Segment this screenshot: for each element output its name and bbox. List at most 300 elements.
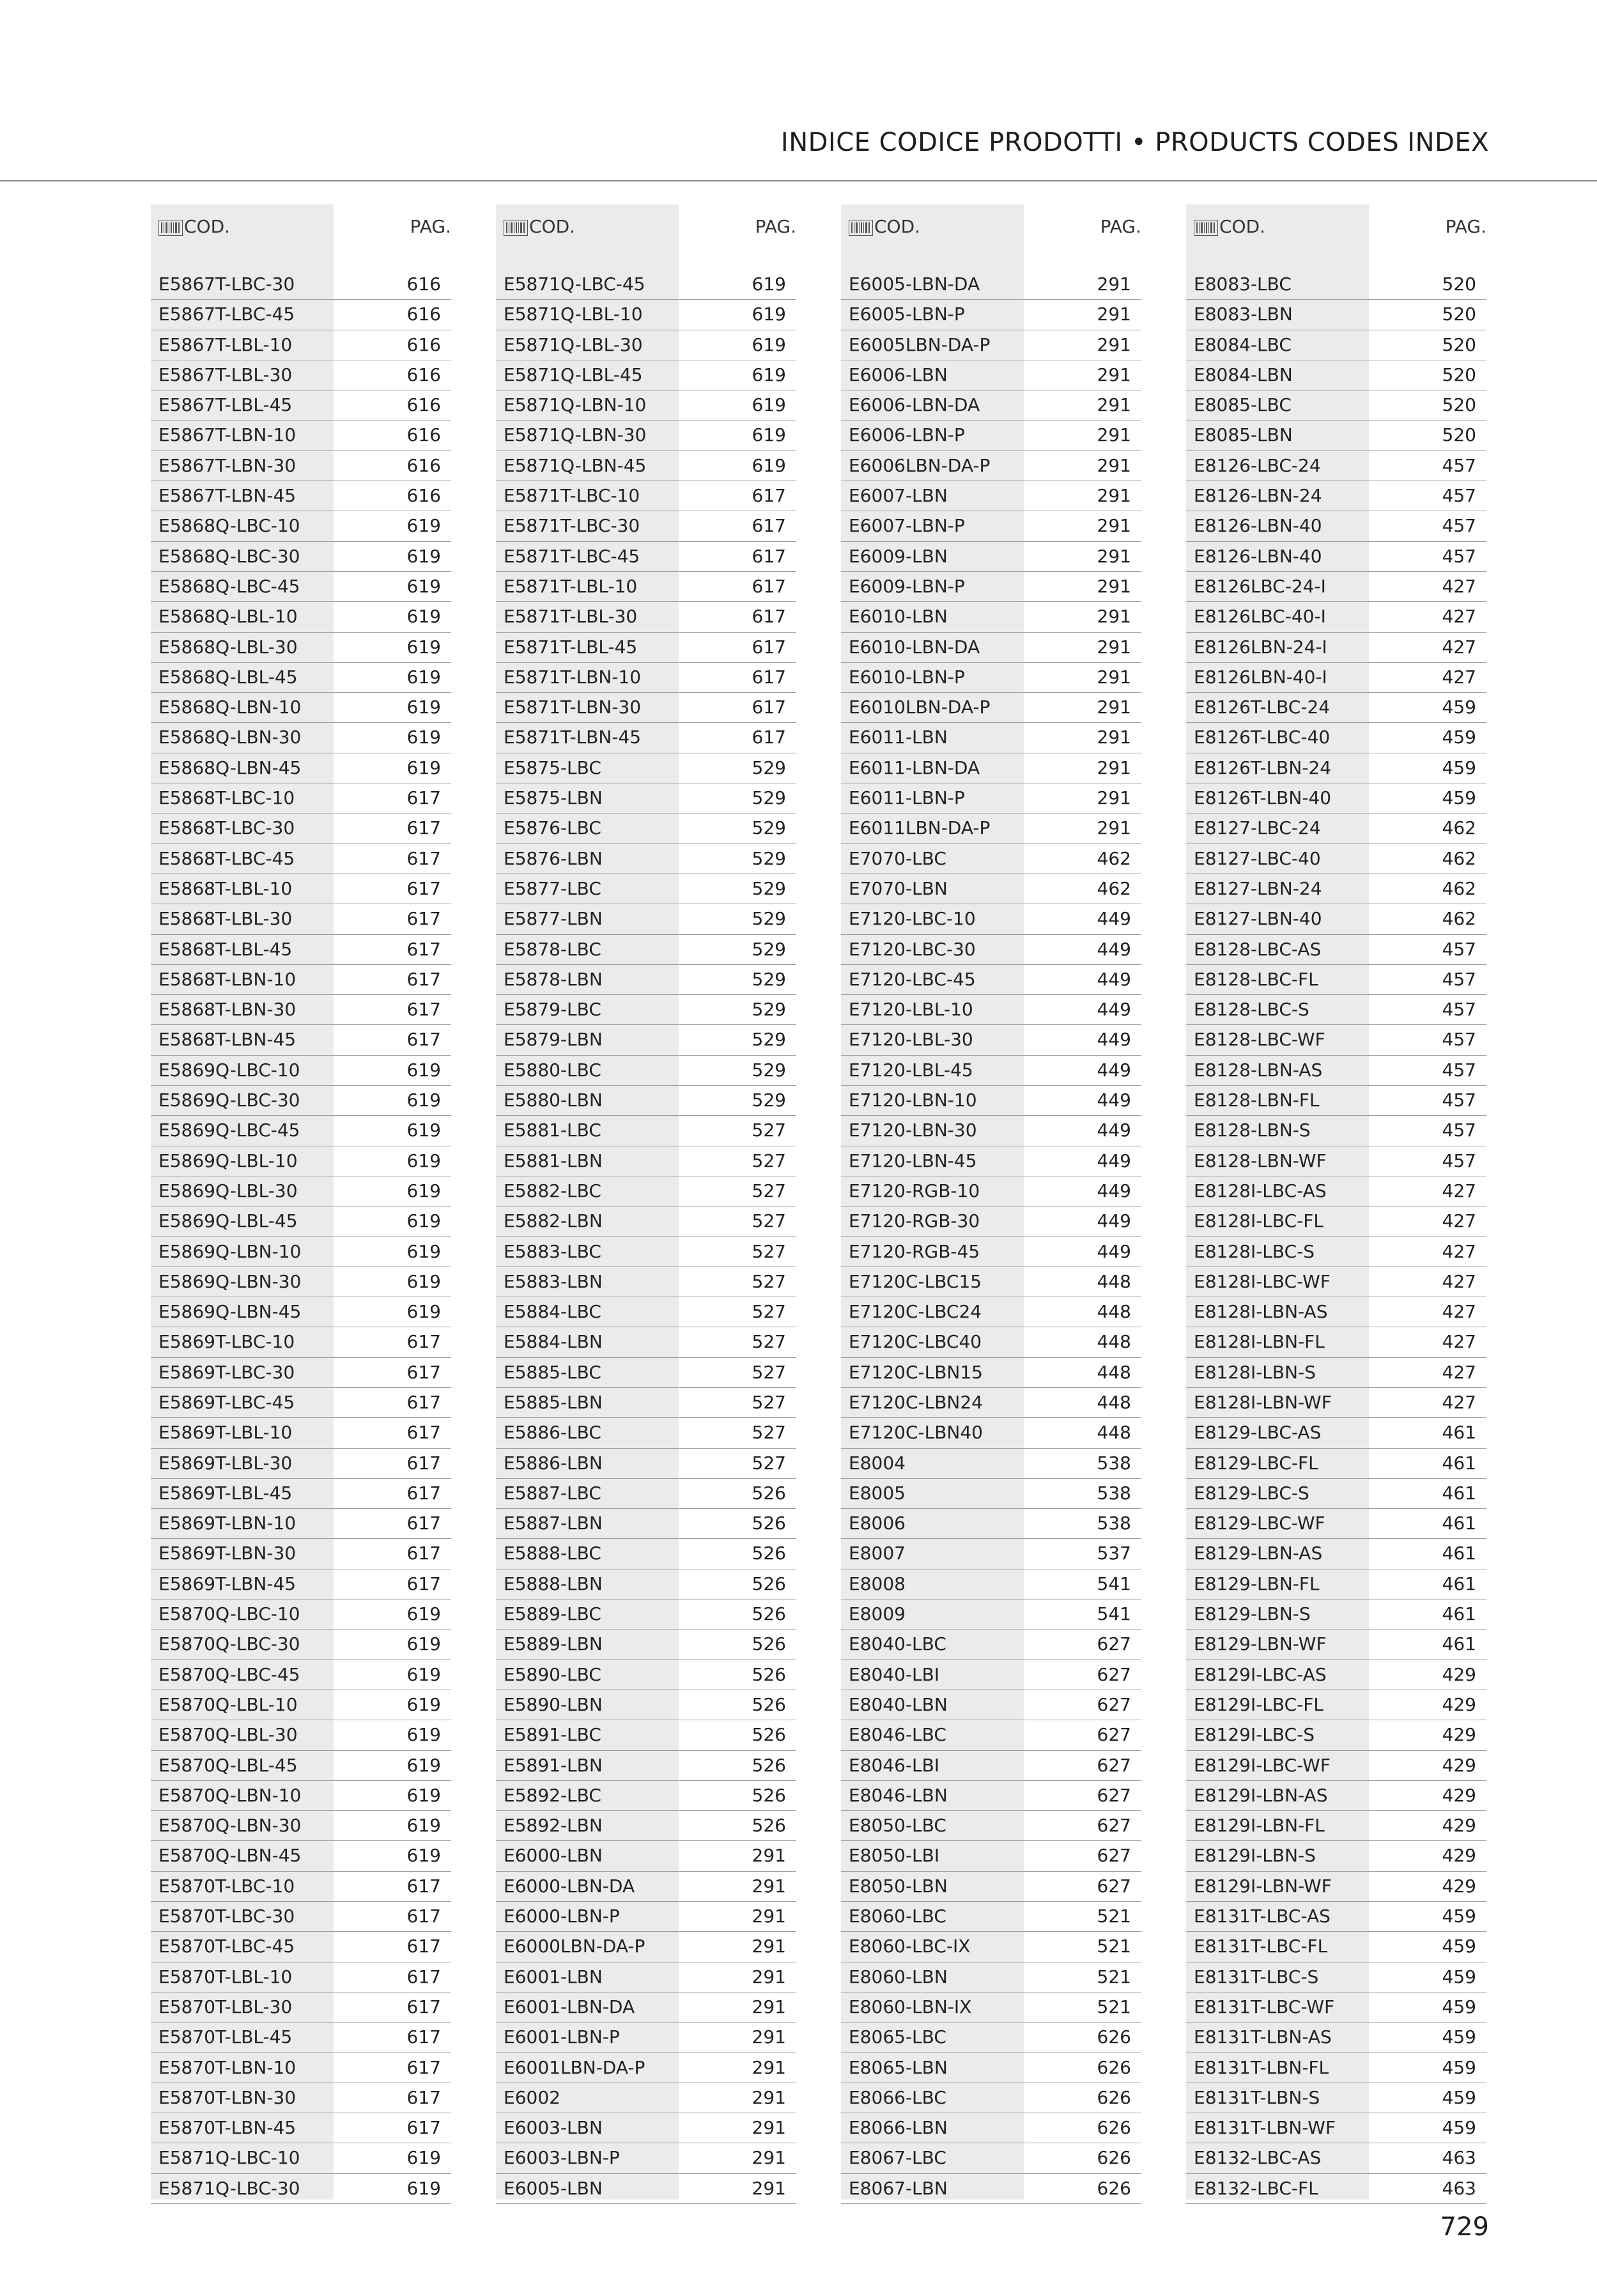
page-reference: 627 (1097, 1633, 1131, 1655)
page-reference: 617 (406, 1331, 441, 1353)
page-reference: 619 (406, 757, 441, 778)
page-reference: 616 (406, 334, 441, 355)
page-reference: 529 (752, 787, 786, 809)
table-row (841, 572, 1141, 602)
table-row (1186, 2022, 1486, 2053)
table-row (1186, 451, 1486, 481)
product-code: E7120C-LBC40 (849, 1331, 982, 1353)
page-reference: 291 (1097, 545, 1131, 567)
table-row (1186, 572, 1486, 602)
table-row (151, 1932, 451, 1962)
page-reference: 617 (406, 1875, 441, 1897)
table-row (1186, 1932, 1486, 1962)
page-reference: 619 (406, 1663, 441, 1685)
product-code: E6003-LBN-P (504, 2147, 620, 2169)
product-code: E7120-RGB-10 (849, 1180, 980, 1201)
page-reference: 291 (752, 2147, 786, 2169)
page-reference: 521 (1097, 1996, 1131, 2017)
table-row (496, 1781, 796, 1811)
page-reference: 527 (752, 1331, 786, 1353)
page-reference: 427 (1442, 1301, 1476, 1323)
product-code: E5867T-LBC-45 (158, 304, 295, 325)
product-code: E5875-LBC (504, 757, 601, 778)
table-row (841, 2083, 1141, 2113)
product-code: E8046-LBC (849, 1724, 946, 1746)
product-code: E5878-LBN (504, 968, 603, 990)
product-code: E7120C-LBN15 (849, 1361, 983, 1383)
product-code: E5869Q-LBC-30 (158, 1090, 300, 1111)
product-code: E8126-LBN-40 (1194, 515, 1322, 537)
table-row (841, 1781, 1141, 1811)
table-row (841, 813, 1141, 844)
page-reference: 427 (1442, 1391, 1476, 1413)
product-code: E8085-LBN (1194, 424, 1293, 446)
table-row (1186, 1539, 1486, 1569)
column-header (496, 204, 796, 254)
table-row (151, 813, 451, 844)
product-code: E6011-LBN (849, 727, 948, 748)
product-code: E6010-LBN-P (849, 666, 965, 688)
page-reference: 617 (752, 636, 786, 658)
table-row (841, 935, 1141, 965)
table-row (841, 300, 1141, 330)
table-row (151, 1539, 451, 1569)
table-row (841, 1297, 1141, 1327)
product-code: E5871Q-LBC-10 (158, 2147, 300, 2169)
product-code: E5887-LBC (504, 1482, 601, 1504)
page-reference: 291 (1097, 817, 1131, 839)
table-row (151, 602, 451, 632)
page-reference: 461 (1442, 1543, 1476, 1564)
product-code: E5879-LBN (504, 1029, 603, 1051)
table-row (841, 663, 1141, 693)
page-reference: 429 (1442, 1875, 1476, 1897)
product-code: E8007 (849, 1543, 906, 1564)
product-code: E5869Q-LBN-45 (158, 1301, 302, 1323)
table-row (496, 2143, 796, 2173)
table-row (496, 420, 796, 451)
product-code: E8128-LBN-S (1194, 1120, 1311, 1141)
table-row (496, 511, 796, 541)
page-reference: 627 (1097, 1663, 1131, 1685)
page-reference: 427 (1442, 606, 1476, 628)
table-row (496, 633, 796, 663)
table-row (496, 451, 796, 481)
product-code: E5870Q-LBL-45 (158, 1754, 298, 1776)
table-row (841, 1630, 1141, 1660)
page-reference: 616 (406, 424, 441, 446)
table-row (496, 813, 796, 844)
page-reference: 291 (1097, 364, 1131, 385)
table-row (1186, 1811, 1486, 1841)
product-code: E7120-LBC-45 (849, 968, 976, 990)
product-code: E6007-LBN-P (849, 515, 965, 537)
page-reference: 291 (752, 2026, 786, 2048)
page-reference: 527 (752, 1240, 786, 1262)
table-row (151, 1690, 451, 1720)
code-column-label: COD. (874, 216, 921, 237)
product-code: E8060-LBN-IX (849, 1996, 972, 2017)
product-code: E8129I-LBN-AS (1194, 1784, 1328, 1806)
page-reference: 291 (752, 1996, 786, 2017)
page-reference: 617 (406, 1452, 441, 1474)
table-row (1186, 1327, 1486, 1357)
table-row (496, 965, 796, 995)
code-column-label: COD. (184, 216, 231, 237)
table-row (1186, 1025, 1486, 1055)
product-code: E8126LBN-24-I (1194, 636, 1327, 658)
product-code: E8128I-LBN-FL (1194, 1331, 1325, 1353)
product-code: E8085-LBC (1194, 394, 1292, 416)
table-row (1186, 1267, 1486, 1297)
page-reference: 619 (752, 334, 786, 355)
page-reference: 291 (1097, 424, 1131, 446)
page-reference: 617 (406, 2086, 441, 2108)
table-row (1186, 1418, 1486, 1448)
product-code: E8050-LBC (849, 1815, 946, 1837)
page-reference: 457 (1442, 1150, 1476, 1171)
product-code: E5870Q-LBN-45 (158, 1845, 302, 1867)
table-row (1186, 2143, 1486, 2173)
page-reference: 457 (1442, 1090, 1476, 1111)
product-code: E5869Q-LBL-10 (158, 1150, 298, 1171)
table-row (841, 330, 1141, 360)
page-reference: 619 (406, 1301, 441, 1323)
product-code: E8065-LBN (849, 2056, 948, 2078)
page-reference: 526 (752, 1603, 786, 1625)
index-rows (151, 270, 451, 2204)
table-row (151, 693, 451, 723)
table-row (841, 1992, 1141, 2022)
page-reference: 619 (406, 575, 441, 597)
product-code: E5868T-LBC-10 (158, 787, 295, 809)
page-reference: 520 (1442, 274, 1476, 295)
table-row (496, 1569, 796, 1599)
product-code: E7120C-LBC15 (849, 1270, 982, 1292)
product-code: E8128I-LBC-AS (1194, 1180, 1327, 1201)
page-reference: 626 (1097, 2117, 1131, 2139)
product-code: E5889-LBN (504, 1633, 603, 1655)
product-code: E5870Q-LBN-30 (158, 1815, 302, 1837)
page-reference: 537 (1097, 1543, 1131, 1564)
product-code: E5879-LBC (504, 999, 601, 1021)
page-reference: 448 (1097, 1331, 1131, 1353)
product-code: E8066-LBN (849, 2117, 948, 2139)
table-row (841, 1690, 1141, 1720)
product-code: E5885-LBC (504, 1361, 601, 1383)
product-code: E8126-LBC-24 (1194, 454, 1321, 476)
table-row (1186, 390, 1486, 420)
table-row (841, 2174, 1141, 2204)
table-row (496, 2174, 796, 2204)
table-row (1186, 1841, 1486, 1871)
table-row (151, 1146, 451, 1176)
table-row (151, 1327, 451, 1357)
table-row (1186, 874, 1486, 904)
page-reference: 626 (1097, 2147, 1131, 2169)
product-code: E7120C-LBN40 (849, 1422, 983, 1444)
page-reference: 427 (1442, 1240, 1476, 1262)
product-code: E5869Q-LBC-45 (158, 1120, 300, 1141)
product-code: E5869T-LBL-10 (158, 1422, 293, 1444)
page-reference: 291 (752, 1906, 786, 1927)
page-reference: 617 (752, 697, 786, 718)
product-code: E5882-LBN (504, 1210, 603, 1232)
product-code: E5869Q-LBC-10 (158, 1059, 300, 1081)
table-row (841, 633, 1141, 663)
page-reference: 429 (1442, 1724, 1476, 1746)
page-reference: 521 (1097, 1966, 1131, 1987)
product-code: E6005-LBN-DA (849, 274, 980, 295)
table-row (151, 1751, 451, 1781)
page-reference: 627 (1097, 1724, 1131, 1746)
table-row (151, 542, 451, 572)
page-reference: 527 (752, 1150, 786, 1171)
product-code: E7120C-LBN24 (849, 1391, 983, 1413)
page-reference: 457 (1442, 1059, 1476, 1081)
product-code: E8126LBC-40-I (1194, 606, 1326, 628)
table-row (1186, 904, 1486, 934)
table-row (151, 844, 451, 874)
page-reference: 616 (406, 394, 441, 416)
page-reference: 459 (1442, 757, 1476, 778)
page-reference: 526 (752, 1573, 786, 1594)
product-code: E6010-LBN (849, 606, 948, 628)
product-code: E8126T-LBC-24 (1194, 697, 1331, 718)
product-code: E5869T-LBN-45 (158, 1573, 297, 1594)
product-code: E5868T-LBC-30 (158, 817, 295, 839)
table-row (1186, 693, 1486, 723)
table-row (1186, 723, 1486, 753)
page-reference: 457 (1442, 1120, 1476, 1141)
page-reference: 617 (406, 908, 441, 930)
page-reference: 619 (406, 2147, 441, 2169)
page-reference: 429 (1442, 1754, 1476, 1776)
page-reference: 463 (1442, 2147, 1476, 2169)
table-row (1186, 2053, 1486, 2083)
product-code: E5870T-LBC-45 (158, 1936, 295, 1957)
code-column-label: COD. (529, 216, 576, 237)
page-reference: 617 (406, 787, 441, 809)
product-code: E5869Q-LBN-30 (158, 1270, 302, 1292)
page-reference: 617 (406, 1422, 441, 1444)
product-code: E5871T-LBL-10 (504, 575, 638, 597)
table-row (1186, 633, 1486, 663)
table-row (841, 1116, 1141, 1146)
table-row (841, 1086, 1141, 1116)
table-row (151, 1599, 451, 1630)
table-row (496, 1811, 796, 1841)
table-row (151, 783, 451, 813)
page-reference: 459 (1442, 727, 1476, 748)
table-row (151, 451, 451, 481)
table-row (1186, 753, 1486, 783)
page-reference: 449 (1097, 1180, 1131, 1201)
page-reference: 616 (406, 364, 441, 385)
table-row (151, 1902, 451, 1932)
table-row (496, 1449, 796, 1479)
product-code: E5868T-LBL-45 (158, 938, 293, 960)
page-column-label: PAG. (755, 216, 796, 237)
product-code: E5868Q-LBL-10 (158, 606, 298, 628)
page-reference: 529 (752, 968, 786, 990)
product-code: E5871Q-LBL-10 (504, 304, 643, 325)
table-row (841, 1599, 1141, 1630)
page-reference: 461 (1442, 1482, 1476, 1504)
table-row (841, 1237, 1141, 1267)
table-row (496, 2022, 796, 2053)
product-code: E8128I-LBN-S (1194, 1361, 1316, 1383)
product-code: E5871T-LBC-30 (504, 515, 640, 537)
product-code: E5883-LBC (504, 1240, 601, 1262)
page-reference: 291 (1097, 274, 1131, 295)
page-reference: 619 (752, 424, 786, 446)
product-code: E8128I-LBC-WF (1194, 1270, 1331, 1292)
index-rows (496, 270, 796, 2204)
table-row (841, 1358, 1141, 1388)
page-reference: 448 (1097, 1361, 1131, 1383)
table-row (496, 1025, 796, 1055)
product-code: E8060-LBC (849, 1906, 946, 1927)
table-row (841, 542, 1141, 572)
page-reference: 520 (1442, 364, 1476, 385)
product-code: E8126-LBN-40 (1194, 545, 1322, 567)
table-row (841, 1841, 1141, 1871)
product-code: E6001-LBN-P (504, 2026, 620, 2048)
page-reference: 526 (752, 1815, 786, 1837)
header-divider (0, 180, 1597, 181)
table-row (841, 783, 1141, 813)
product-code: E7120-RGB-30 (849, 1210, 980, 1232)
product-code: E5888-LBN (504, 1573, 603, 1594)
product-code: E7120-LBC-10 (849, 908, 976, 930)
table-row (151, 481, 451, 511)
table-row (841, 1449, 1141, 1479)
product-code: E6010LBN-DA-P (849, 697, 991, 718)
table-row (151, 633, 451, 663)
table-row (496, 1599, 796, 1630)
table-row (496, 1086, 796, 1116)
product-code: E5868T-LBN-45 (158, 1029, 297, 1051)
product-code: E8128I-LBN-WF (1194, 1391, 1332, 1413)
table-row (1186, 1479, 1486, 1509)
table-row (496, 935, 796, 965)
page-reference: 527 (752, 1391, 786, 1413)
product-code: E8083-LBN (1194, 304, 1293, 325)
page-reference: 427 (1442, 636, 1476, 658)
page-reference: 526 (752, 1784, 786, 1806)
column-header (151, 204, 451, 254)
table-row (1186, 783, 1486, 813)
barcode-icon (849, 220, 873, 236)
table-row (151, 1992, 451, 2022)
table-row (841, 270, 1141, 300)
table-row (496, 1146, 796, 1176)
table-row (841, 1932, 1141, 1962)
page-reference: 617 (406, 938, 441, 960)
product-code: E7120-LBN-45 (849, 1150, 977, 1171)
table-row (496, 1902, 796, 1932)
product-code: E8004 (849, 1452, 906, 1474)
page-reference: 529 (752, 1029, 786, 1051)
table-row (151, 2113, 451, 2143)
product-code: E6006-LBN (849, 364, 948, 385)
table-row (1186, 360, 1486, 390)
product-code: E8128-LBC-S (1194, 999, 1309, 1021)
table-row (841, 1751, 1141, 1781)
page-reference: 541 (1097, 1603, 1131, 1625)
product-code: E5880-LBN (504, 1090, 603, 1111)
table-row (496, 1358, 796, 1388)
table-row (151, 1872, 451, 1902)
table-row (151, 1297, 451, 1327)
product-code: E8129-LBN-WF (1194, 1633, 1327, 1655)
page-reference: 529 (752, 1059, 786, 1081)
page-reference: 617 (406, 2056, 441, 2078)
table-row (1186, 2113, 1486, 2143)
product-code: E7120-RGB-45 (849, 1240, 980, 1262)
table-row (1186, 1720, 1486, 1750)
table-row (841, 965, 1141, 995)
table-row (151, 1781, 451, 1811)
product-code: E7070-LBN (849, 877, 948, 899)
page-reference: 619 (406, 515, 441, 537)
table-row (1186, 602, 1486, 632)
page-reference: 457 (1442, 938, 1476, 960)
page-reference: 529 (752, 999, 786, 1021)
table-row (1186, 481, 1486, 511)
product-code: E5882-LBC (504, 1180, 601, 1201)
product-code: E5868Q-LBC-30 (158, 545, 300, 567)
page-reference: 461 (1442, 1573, 1476, 1594)
product-code: E5889-LBC (504, 1603, 601, 1625)
page-reference: 626 (1097, 2026, 1131, 2048)
product-code: E5868Q-LBL-45 (158, 666, 298, 688)
page-column-label: PAG. (1445, 216, 1486, 237)
table-row (496, 1237, 796, 1267)
page-reference: 619 (406, 1815, 441, 1837)
page-reference: 457 (1442, 968, 1476, 990)
product-code: E5887-LBN (504, 1513, 603, 1534)
product-code: E5867T-LBN-10 (158, 424, 297, 446)
product-code: E8128I-LBC-FL (1194, 1210, 1323, 1232)
page-reference: 291 (752, 2056, 786, 2078)
table-row (151, 420, 451, 451)
product-code: E5880-LBC (504, 1059, 601, 1081)
product-code: E5870Q-LBC-30 (158, 1633, 300, 1655)
product-code: E8128I-LBC-S (1194, 1240, 1315, 1262)
table-row (1186, 663, 1486, 693)
table-row (151, 1116, 451, 1146)
product-code: E8127-LBN-40 (1194, 908, 1322, 930)
product-code: E5870Q-LBL-10 (158, 1693, 298, 1715)
product-code: E5871T-LBL-45 (504, 636, 638, 658)
page-reference: 619 (406, 1210, 441, 1232)
page-reference: 617 (406, 1361, 441, 1383)
barcode-icon (504, 220, 528, 236)
table-row (151, 572, 451, 602)
product-code: E8126LBC-24-I (1194, 575, 1326, 597)
page-reference: 427 (1442, 666, 1476, 688)
product-code: E5867T-LBN-30 (158, 454, 297, 476)
product-code: E8084-LBC (1194, 334, 1292, 355)
page-reference: 459 (1442, 787, 1476, 809)
product-code: E8132-LBC-FL (1194, 2177, 1318, 2199)
product-code: E8131T-LBN-FL (1194, 2056, 1329, 2078)
product-code: E5869T-LBC-10 (158, 1331, 295, 1353)
product-code: E5871Q-LBN-10 (504, 394, 647, 416)
page-reference: 617 (406, 1996, 441, 2017)
